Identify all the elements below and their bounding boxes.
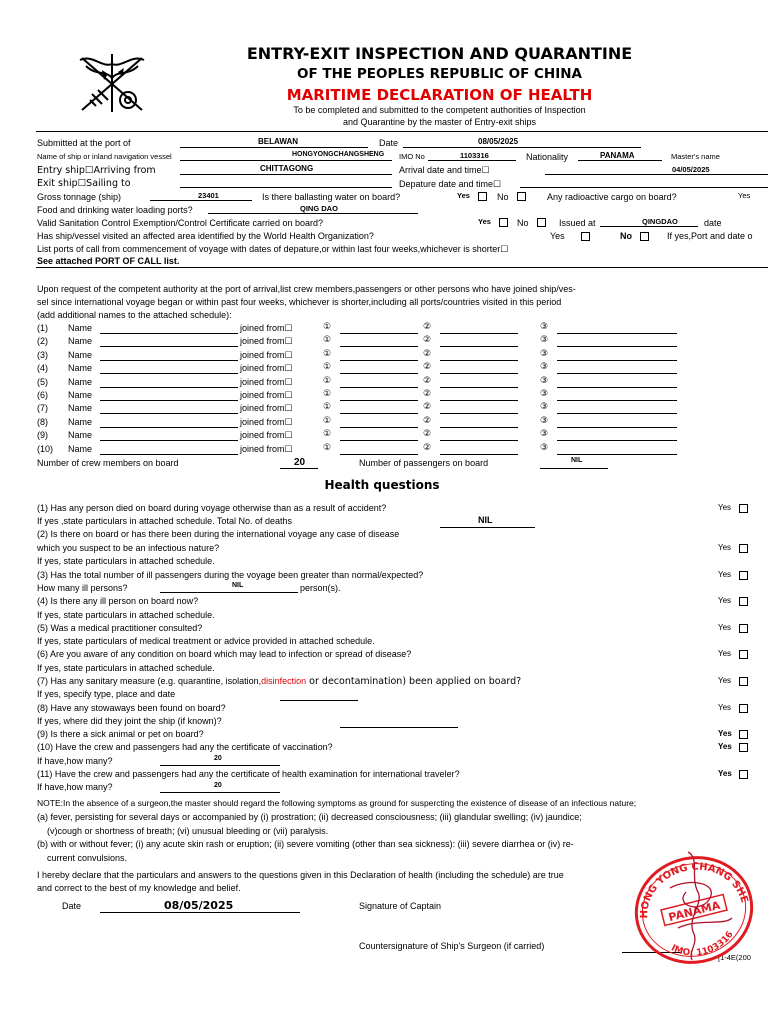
crew-row-port-2-line [440, 427, 518, 428]
health-q2-yes-label: Yes [718, 543, 732, 552]
depature-label: Depature date and time☐ [399, 179, 502, 189]
q5-text: (5) Was a medical practitioner consulted? [37, 623, 203, 633]
health-q8-yes-label: Yes [718, 703, 732, 712]
svg-text:IMO: 1103316 [667, 928, 738, 964]
crew-row-port-1-marker: ① [323, 389, 332, 399]
crew-row-port-2-marker: ② [423, 362, 432, 373]
crew-row-port-1-line [340, 333, 418, 334]
stamp-top-text: HONG YONG CHANG SHENG [639, 861, 750, 919]
health-q5-yes-checkbox[interactable] [739, 624, 748, 633]
imo-label: IMO No [399, 152, 425, 161]
crew-row-port-2-line [440, 360, 518, 361]
crew-row-name-label: Name [68, 363, 93, 374]
health-q3-yes-label: Yes [718, 570, 732, 579]
health-q11-yes-label: Yes [718, 769, 732, 778]
crew-row-port-3-line [557, 333, 677, 334]
crew-row-number: (9) [37, 430, 48, 441]
crew-row-name-label: Name [68, 376, 93, 387]
ballast-label: Is there ballasting water on board? [262, 192, 401, 202]
crew-row-port-1-line [340, 400, 418, 401]
crew-row-number: (3) [37, 349, 48, 360]
q2-followup: If yes, state particulars in attached schedule. [37, 556, 215, 566]
crew-row-port-2-marker: ② [423, 442, 432, 453]
crew-row-number: (5) [37, 376, 48, 387]
crew-row-name-label: Name [68, 336, 93, 347]
title-main: ENTRY-EXIT INSPECTION AND QUARANTINE [246, 44, 633, 63]
q4-followup: If yes, state particulars in attached schedule. [37, 610, 215, 620]
crew-row-port-3-marker: ③ [540, 429, 549, 440]
declaration-date-label: Date [62, 901, 82, 911]
crew-row-name-line [100, 360, 238, 361]
crew-row-number: (1) [37, 323, 48, 333]
crew-row-port-2-line [440, 333, 518, 334]
q6-followup: If yes, state particulars in attached schedule. [37, 663, 215, 673]
port-value: BELAWAN [258, 137, 298, 146]
health-questions-heading: Health questions [324, 478, 440, 492]
crew-row-name-label: Name [68, 349, 93, 360]
issued-at-label: Issued at [559, 218, 596, 228]
crew-row-port-3-marker: ③ [540, 362, 549, 373]
health-q7-yes-label: Yes [718, 676, 732, 685]
q1-text: (1) Has any person died on board during voyage otherwise than as a result of accident? [37, 503, 387, 513]
passengers-value: NIL [571, 457, 583, 464]
q10-followup: If have,how many? [37, 756, 113, 766]
crew-row-port-1-marker: ① [323, 415, 332, 426]
sanitation-cert-label: Valid Sanitation Control Exemption/Control Certificate carried on board? [37, 218, 323, 228]
ship-name-value: HONGYONGCHANGSHENG [292, 151, 385, 158]
date-label: Date [379, 138, 399, 148]
q5-followup: If yes, state particulars of medical treatment or advice provided in attached schedule. [37, 636, 375, 646]
q2-text: (2) Is there on board or has there been during the international voyage any case of disease [37, 529, 400, 539]
crew-row-port-3-line [557, 427, 677, 428]
crew-row-port-3-line [557, 454, 677, 455]
stamp-center-text: PANAMA [667, 898, 722, 925]
crew-row-port-2-line [440, 413, 518, 414]
crew-row-joined-label: joined from☐ [240, 323, 293, 333]
crew-row-port-1-marker: ① [323, 375, 332, 386]
note-line-3: (v)cough or shortness of breath; (vi) unusual bleeding or (vii) paralysis. [47, 826, 329, 836]
q4-text: (4) Is there any ill person on board now? [37, 596, 199, 606]
gross-tonnage-label: Gross tonnage (ship) [37, 192, 122, 202]
crew-row-port-2-marker: ② [423, 429, 432, 440]
crew-row-port-3-line [557, 400, 677, 401]
crew-row-port-2-marker: ② [423, 389, 432, 399]
crew-row-joined-label: joined from☐ [240, 403, 293, 414]
health-q1-yes-label: Yes [718, 503, 732, 512]
exam-count: 20 [214, 782, 222, 789]
crew-row-port-2-marker: ② [423, 348, 432, 359]
crew-row-port-1-marker: ① [323, 335, 332, 346]
crew-row-port-3-marker: ③ [540, 442, 549, 453]
crew-row-port-2-line [440, 387, 518, 388]
nationality-value: PANAMA [600, 151, 635, 160]
ballast-yes-checkbox[interactable] [478, 192, 487, 201]
crew-row-name-line [100, 454, 238, 455]
crew-row-port-3-marker: ③ [540, 375, 549, 386]
form-code: [1-4E(200 [718, 953, 751, 962]
crew-count-label: Number of crew members on board [37, 458, 179, 468]
note-line-1: NOTE:In the absence of a surgeon,the master should regard the following symptoms as ground for suspercting the existence of disease of an infectious nature; [37, 798, 637, 808]
crew-row-port-3-marker: ③ [540, 322, 549, 332]
q11-followup: If have,how many? [37, 782, 113, 792]
health-q3-yes-checkbox[interactable] [739, 571, 748, 580]
affected-area-label: Has ship/vessel visited an affected area identified by the World Health Organization? [37, 231, 374, 241]
arrival-label: Arrival date and time☐ [399, 165, 490, 175]
crew-row-port-1-marker: ① [323, 348, 332, 359]
affected-yes-checkbox[interactable] [581, 232, 590, 241]
stamp-bottom-text: IMO: 1103316 [669, 929, 736, 959]
crew-row-joined-label: joined from☐ [240, 349, 293, 360]
crew-row-port-1-line [340, 454, 418, 455]
crew-row-number: (10) [37, 443, 54, 454]
q11-text: (11) Have the crew and passengers had any the certificate of health examination for international traveler? [37, 769, 460, 779]
persons-label: person(s). [300, 583, 341, 593]
crew-row-port-3-marker: ③ [540, 335, 549, 346]
note-line-4: (b) with or without fever; (i) any acute skin rash or eruption; (ii) severe vomiting (other than sea sickness): (iii) severe diarrhea or (iv) re- [37, 839, 574, 849]
declaration-date-value: 08/05/2025 [164, 899, 234, 912]
crew-row-number: (6) [37, 390, 48, 400]
crew-row-port-2-marker: ② [423, 415, 432, 426]
health-q4-yes-label: Yes [718, 596, 732, 605]
note-line-2: (a) fever, persisting for several days or accompanied by (i) prostration; (ii) decreased consciousness; (iii) glandular swelling; (iv) jaundice; [37, 812, 582, 822]
crew-row-number: (8) [37, 416, 48, 427]
affected-no-checkbox[interactable] [640, 232, 649, 241]
declaration-line-2: and correct to the best of my knowledge and belief. [37, 883, 241, 893]
food-water-value: QING DAO [300, 204, 338, 213]
crew-row-name-line [100, 333, 238, 334]
crew-row-joined-label: joined from☐ [240, 416, 293, 427]
submitted-label: Submitted at the port of [37, 138, 131, 148]
crew-row-port-3-marker: ③ [540, 348, 549, 359]
crew-row-port-2-marker: ② [423, 335, 432, 346]
gross-tonnage-value: 23401 [198, 191, 219, 200]
crew-row-port-1-line [340, 387, 418, 388]
ballast-yes-label: Yes [457, 191, 470, 200]
crew-row-joined-label: joined from☐ [240, 430, 293, 441]
crew-row-port-1-marker: ① [323, 362, 332, 373]
health-q6-yes-label: Yes [718, 649, 732, 658]
crew-row-name-label: Name [68, 403, 93, 414]
crew-row-name-line [100, 427, 238, 428]
issued-at-value: QINGDAO [642, 217, 678, 226]
crew-row-port-2-marker: ② [423, 402, 432, 413]
crew-row-joined-label: joined from☐ [240, 336, 293, 347]
crew-row-name-label: Name [68, 390, 93, 400]
health-q4-yes-checkbox[interactable] [739, 597, 748, 606]
crew-row-port-2-marker: ② [423, 375, 432, 386]
captain-signature-label: Signature of Captain [359, 901, 442, 911]
passengers-label: Number of passengers on board [359, 458, 489, 468]
crew-row-joined-label: joined from☐ [240, 363, 293, 374]
q10-text: (10) Have the crew and passengers had any the certificate of vaccination? [37, 742, 333, 752]
crew-row-name-line [100, 413, 238, 414]
list-ports-label: List ports of call from commencement of voyage with dates of depature,or within last four weeks,whichever is shorter☐ [37, 244, 509, 254]
crew-row-port-3-marker: ③ [540, 415, 549, 426]
title-country: OF THE PEOPLES REPUBLIC OF CHINA [297, 66, 582, 82]
sanitation-no-label: No [517, 218, 529, 228]
ill-persons-value: NIL [232, 582, 244, 589]
crew-row-joined-label: joined from☐ [240, 376, 293, 387]
ship-stamp [628, 848, 760, 964]
title-declaration: MARITIME DECLARATION OF HEALTH [286, 86, 593, 104]
health-q9-yes-label: Yes [718, 729, 732, 738]
radioactive-yes-label: Yes [738, 191, 751, 200]
crew-row-port-3-line [557, 360, 677, 361]
q3-followup: How many ill persons? [37, 583, 128, 593]
crew-row-name-label: Name [68, 323, 93, 333]
crew-row-port-3-line [557, 440, 677, 441]
crew-row-port-3-marker: ③ [540, 389, 549, 399]
crew-row-port-2-line [440, 373, 518, 374]
surgeon-signature-label: Countersignature of Ship's Surgeon (if carried) [359, 941, 545, 951]
q9-text: (9) Is there a sick animal or pet on board? [37, 729, 204, 739]
crew-row-port-1-line [340, 413, 418, 414]
ballast-no-checkbox[interactable] [517, 192, 526, 201]
crew-row-port-1-line [340, 440, 418, 441]
crew-row-port-3-line [557, 346, 677, 347]
q6-text: (6) Are you aware of any condition on board which may lead to infection or spread of disease? [37, 649, 412, 659]
crew-row-number: (4) [37, 363, 48, 374]
q3-text: (3) Has the total number of ill passengers during the voyage been greater than normal/expected? [37, 570, 424, 580]
health-q9-yes-checkbox[interactable] [739, 730, 748, 739]
master-label: Master's name [671, 152, 720, 161]
health-q2-yes-checkbox[interactable] [739, 544, 748, 553]
crew-row-port-3-marker: ③ [540, 402, 549, 413]
health-q7-yes-checkbox[interactable] [739, 677, 748, 686]
crew-row-port-2-marker: ② [423, 322, 432, 332]
crew-row-name-line [100, 400, 238, 401]
crew-row-number: (7) [37, 403, 48, 414]
affected-yes-label: Yes [550, 231, 565, 241]
ship-name-label: Name of ship or inland navigation vessel [37, 152, 172, 161]
crew-row-joined-label: joined from☐ [240, 443, 293, 454]
health-q5-yes-label: Yes [718, 623, 732, 632]
arriving-from-value: CHITTAGONG [260, 164, 314, 173]
crew-intro-line-1: Upon request of the competent authority at the port of arrival,list crew members,passengers or other persons who have joined ship/ves- [37, 284, 576, 294]
crew-row-port-1-line [340, 373, 418, 374]
crew-row-port-1-marker: ① [323, 429, 332, 440]
crew-row-port-2-line [440, 440, 518, 441]
crew-row-port-2-line [440, 400, 518, 401]
crew-row-port-1-marker: ① [323, 442, 332, 453]
affected-no-label: No [620, 231, 632, 241]
radioactive-label: Any radioactive cargo on board? [547, 192, 677, 202]
crew-row-port-1-marker: ① [323, 402, 332, 413]
quarantine-emblem-logo [72, 50, 152, 114]
health-q11-yes-checkbox[interactable] [739, 770, 748, 779]
crew-row-name-label: Name [68, 430, 93, 441]
note-line-5: current convulsions. [47, 853, 128, 863]
arrival-value: 04/05/2025 [672, 165, 710, 174]
q8-followup: If yes, where did they joint the ship (if known)? [37, 716, 222, 726]
health-q8-yes-checkbox[interactable] [739, 704, 748, 713]
crew-row-name-line [100, 373, 238, 374]
q2-line-2: which you suspect to be an infectious nature? [37, 543, 220, 553]
crew-row-port-3-line [557, 413, 677, 414]
deaths-value: NIL [478, 515, 493, 525]
health-q10-yes-checkbox[interactable] [739, 743, 748, 752]
subtitle-line-1: To be completed and submitted to the competent authorities of Inspection [293, 105, 586, 115]
if-yes-port-label: If yes,Port and date o [667, 231, 753, 241]
crew-row-name-line [100, 387, 238, 388]
q1-followup: If yes ,state particulars in attached schedule. Total No. of deaths [37, 516, 292, 526]
crew-intro-line-3: (add additional names to the attached schedule): [37, 310, 232, 320]
date-value: 08/05/2025 [478, 137, 519, 146]
q8-text: (8) Have any stowaways been found on board? [37, 703, 226, 713]
sanitation-yes-checkbox[interactable] [499, 218, 508, 227]
crew-row-port-2-line [440, 454, 518, 455]
issued-date-label: date [704, 218, 722, 228]
crew-row-port-1-line [340, 346, 418, 347]
nationality-label: Nationality [526, 152, 569, 162]
see-attached-text: See attached PORT OF CALL list. [37, 256, 180, 266]
imo-value: 1103316 [460, 151, 489, 160]
entry-ship-label: Entry ship☐Arriving from [37, 165, 156, 176]
ballast-no-label: No [497, 192, 509, 202]
health-q6-yes-checkbox[interactable] [739, 650, 748, 659]
sanitation-no-checkbox[interactable] [537, 218, 546, 227]
health-q1-yes-checkbox[interactable] [739, 504, 748, 513]
q7-text: (7) Has any sanitary measure (e.g. quarantine, isolation,disinfection or decontamination) been applied on board? [37, 676, 522, 687]
crew-row-name-line [100, 346, 238, 347]
vaccination-count: 20 [214, 755, 222, 762]
food-water-label: Food and drinking water loading ports? [37, 205, 193, 215]
declaration-line-1: I hereby declare that the particulars and answers to the questions given in this Declaration of health (including the schedule) are true [37, 870, 564, 880]
crew-row-port-1-line [340, 360, 418, 361]
crew-row-port-1-marker: ① [323, 322, 332, 332]
crew-row-number: (2) [37, 336, 48, 347]
exit-ship-label: Exit ship☐Sailing to [37, 178, 131, 189]
crew-row-name-label: Name [68, 443, 93, 454]
crew-row-name-label: Name [68, 416, 93, 427]
crew-row-port-1-line [340, 427, 418, 428]
health-q10-yes-label: Yes [718, 742, 732, 751]
q7-followup: If yes, specify type, place and date [37, 689, 176, 699]
crew-row-name-line [100, 440, 238, 441]
subtitle-line-2: and Quarantine by the master of Entry-exit ships [342, 117, 537, 127]
crew-count-value: 20 [294, 457, 306, 468]
crew-intro-line-2: sel since international voyage began or within past four weeks, whichever is shorter,including all ports/countries visited in this period [37, 297, 562, 307]
crew-row-port-3-line [557, 373, 677, 374]
crew-row-joined-label: joined from☐ [240, 390, 293, 400]
crew-row-port-3-line [557, 387, 677, 388]
crew-row-port-2-line [440, 346, 518, 347]
sanitation-yes-label: Yes [478, 217, 491, 226]
